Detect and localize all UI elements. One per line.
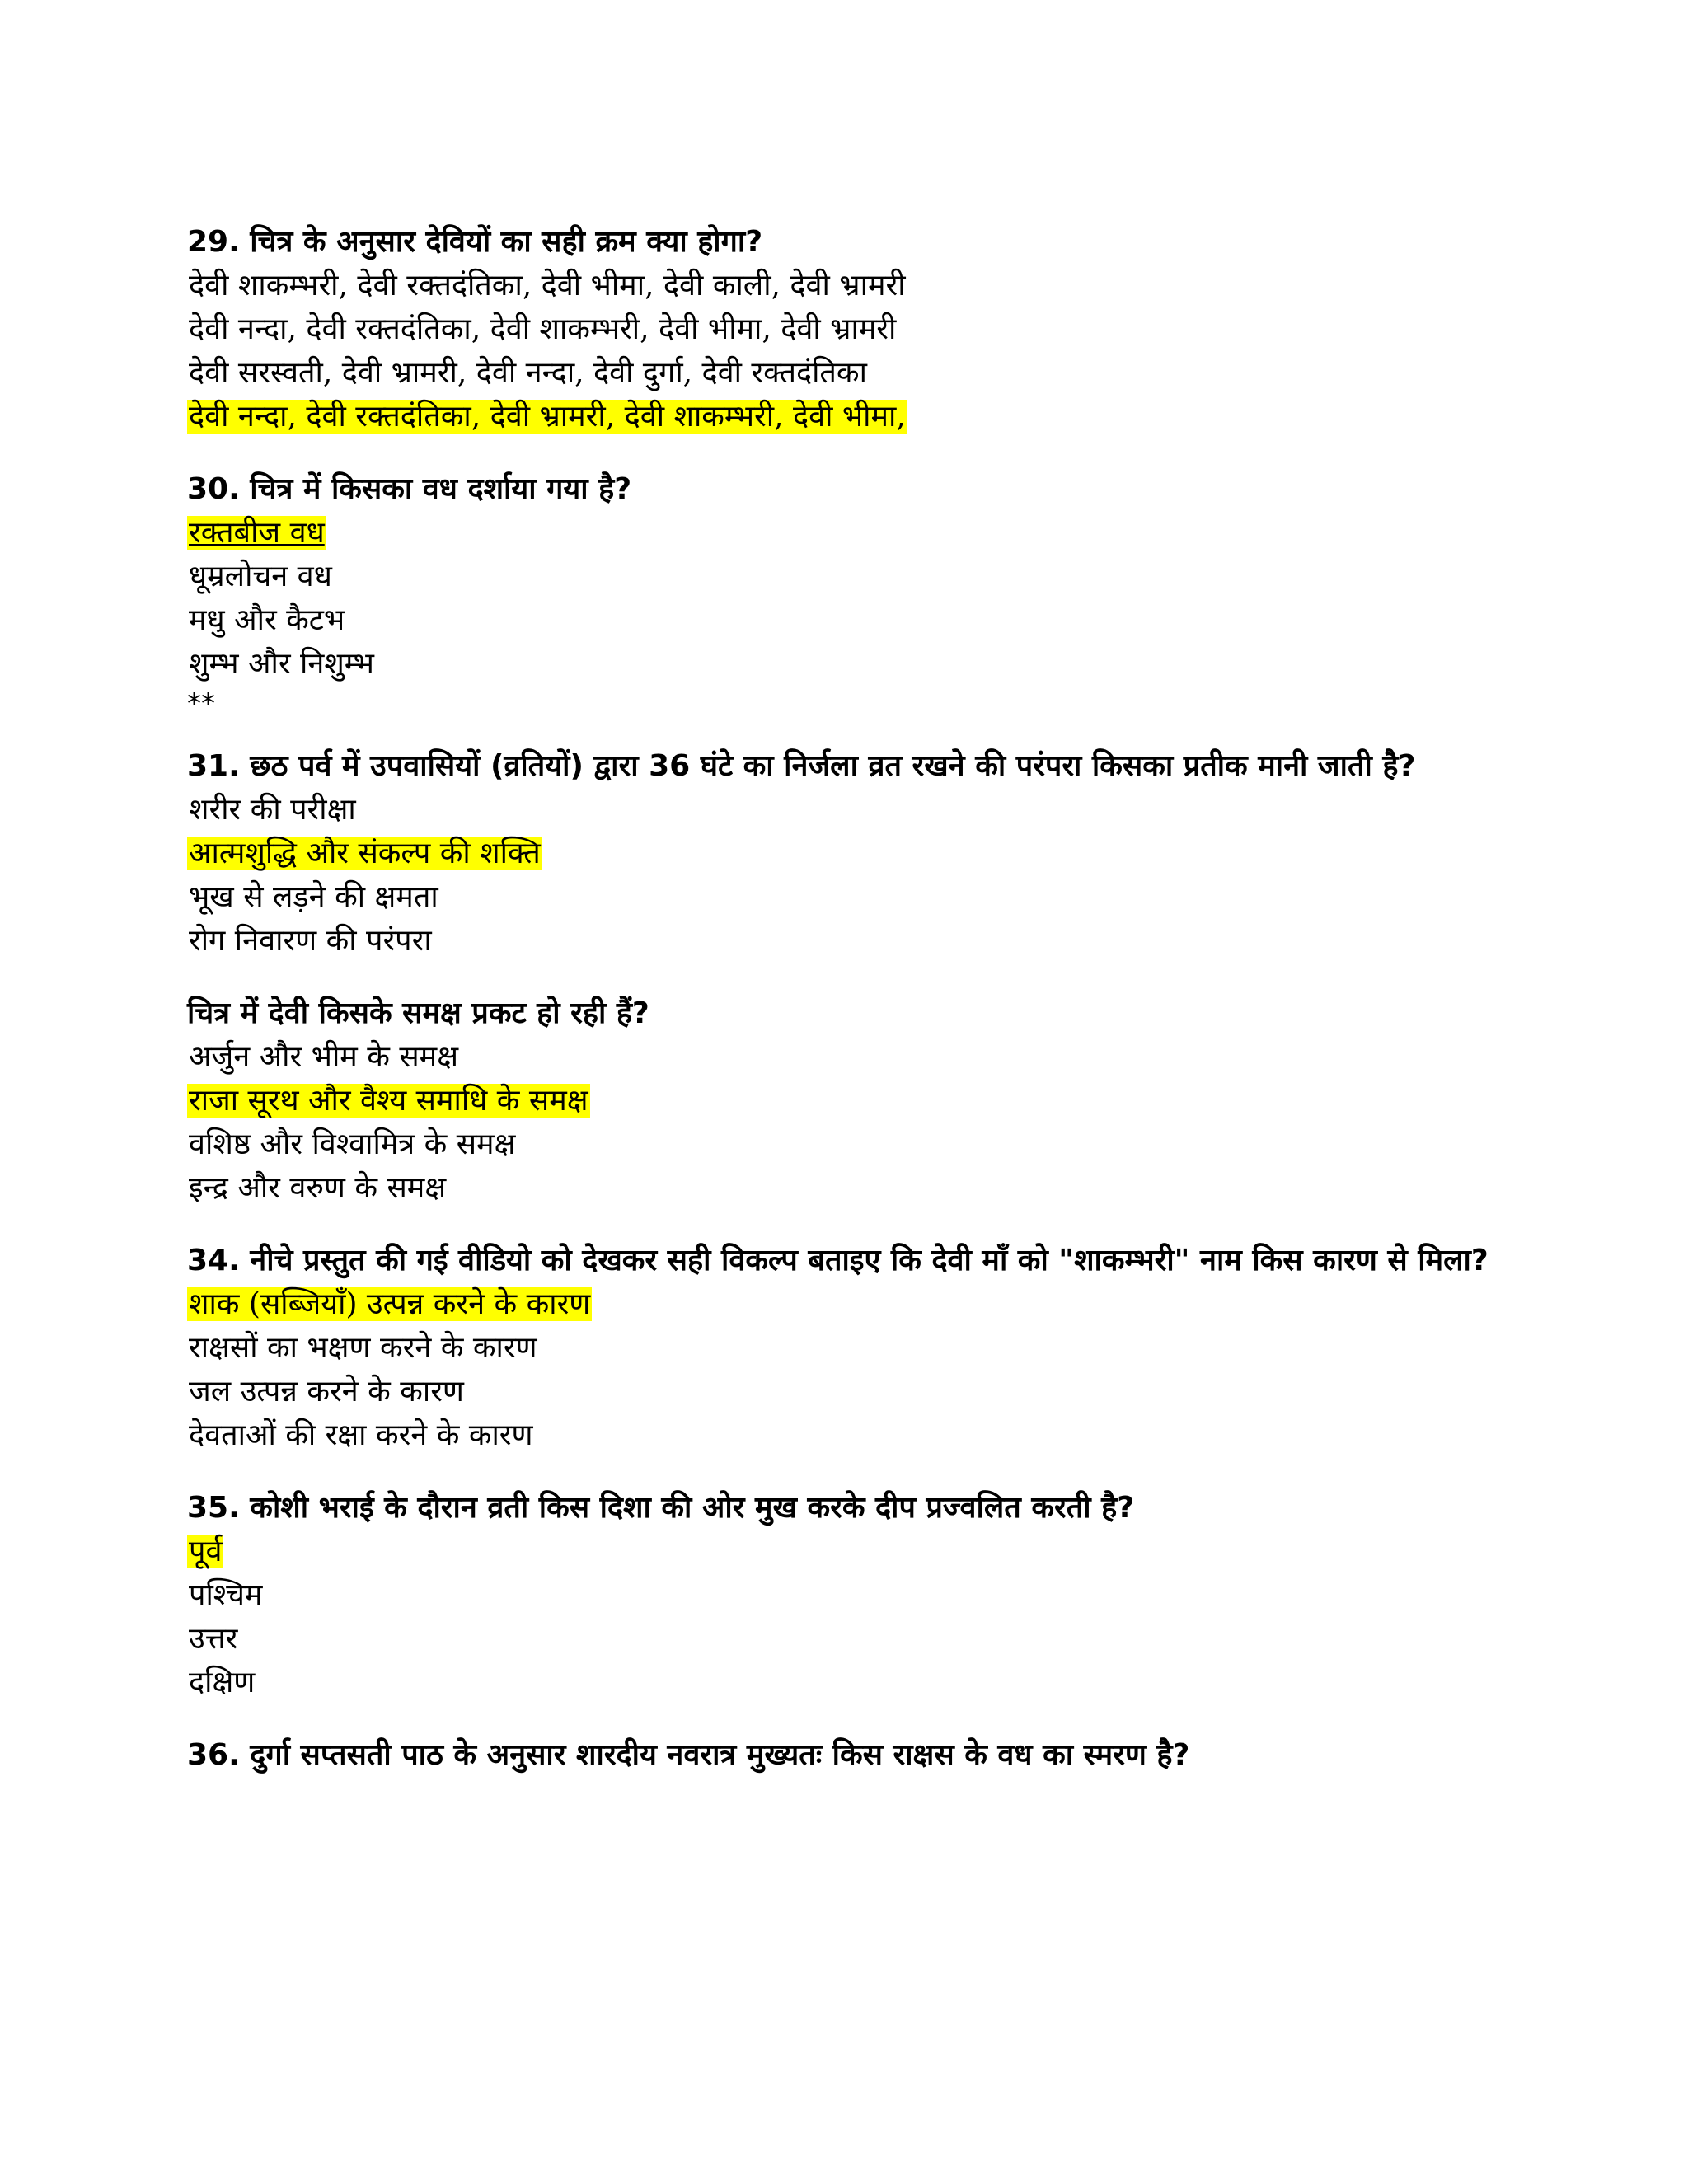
option	[187, 1413, 1506, 1457]
option-text: देवी शाकम्भरी, देवी रक्तदंतिका, देवी भीमा, देवी काली, देवी भ्रामरी	[189, 269, 906, 302]
option-text-highlighted: पूर्व	[189, 1535, 223, 1568]
option-text-highlighted: आत्मशुद्धि और संकल्प की शक्ति	[189, 837, 541, 870]
option-text: शरीर की परीक्षा	[189, 793, 356, 827]
option	[187, 642, 1506, 686]
option	[187, 919, 1506, 963]
footnote-marker: **	[187, 687, 215, 720]
option-text: भूख से लड़ने की क्षमता	[189, 880, 438, 914]
option-text: उत्तर	[189, 1622, 238, 1656]
option-text-highlighted: राजा सूरथ और वैश्य समाधि के समक्ष	[189, 1084, 588, 1118]
question-34	[187, 1240, 1506, 1457]
option	[187, 351, 1506, 395]
option-text: अर्जुन और भीम के समक्ष	[189, 1040, 459, 1074]
option-text: रोग निवारण की परंपरा	[189, 924, 432, 958]
question-36	[187, 1734, 1506, 1777]
option	[187, 1370, 1506, 1413]
option	[187, 1166, 1506, 1210]
option-text: देवताओं की रक्षा करने के कारण	[189, 1418, 533, 1452]
option	[187, 1035, 1506, 1079]
option-correct	[187, 511, 1506, 555]
option-text: पश्चिम	[189, 1578, 263, 1612]
question-title: 31. छठ पर्व में उपवासियों (व्रतियों) द्वारा 36 घंटे का निर्जला व्रत रखने की परंपरा किसका प्रतीक मानी जाती है?	[187, 749, 1416, 783]
option-text-highlighted: रक्तबीज वध	[189, 516, 325, 550]
option	[187, 875, 1506, 919]
option	[187, 1661, 1506, 1704]
question-title: 36. दुर्गा सप्तसती पाठ के अनुसार शारदीय नवरात्र मुख्यतः किस राक्षस के वध का स्मरण है?	[187, 1738, 1190, 1772]
option-text: शुम्भ और निशुम्भ	[189, 647, 374, 681]
option	[187, 264, 1506, 307]
option-text: धूम्रलोचन वध	[189, 560, 332, 593]
question-title: 35. कोशी भराई के दौरान व्रती किस दिशा की ओर मुख करके दीप प्रज्वलित करती है?	[187, 1491, 1135, 1525]
option	[187, 555, 1506, 598]
question-unnumbered	[187, 992, 1506, 1210]
option-text: मधु और कैटभ	[189, 603, 345, 637]
option	[187, 598, 1506, 642]
option-text: देवी सरस्वती, देवी भ्रामरी, देवी नन्दा, देवी दुर्गा, देवी रक्तदंतिका	[189, 356, 867, 390]
option-text-highlighted: देवी नन्दा, देवी रक्तदंतिका, देवी भ्रामरी, देवी शाकम्भरी, देवी भीमा,	[189, 400, 906, 434]
option-correct	[187, 1079, 1506, 1122]
option-correct	[187, 1530, 1506, 1573]
option-text-highlighted: शाक (सब्जियाँ) उत्पन्न करने के कारण	[189, 1287, 591, 1321]
question-title: 30. चित्र में किसका वध दर्शाया गया है?	[187, 472, 632, 506]
option-correct	[187, 832, 1506, 875]
question-title: 34. नीचे प्रस्तुत की गई वीडियो को देखकर सही विकल्प बताइए कि देवी माँ को "शाकम्भरी" नाम किस कारण से मिला?	[187, 1244, 1489, 1277]
question-30	[187, 468, 1506, 722]
option-correct	[187, 395, 1506, 438]
option-text: वशिष्ठ और विश्वामित्र के समक्ष	[189, 1127, 516, 1161]
question-31	[187, 745, 1506, 963]
option-text: जल उत्पन्न करने के कारण	[189, 1375, 464, 1408]
option	[187, 1326, 1506, 1370]
question-title: चित्र में देवी किसके समक्ष प्रकट हो रही हैं?	[187, 996, 649, 1030]
option	[187, 1617, 1506, 1661]
option	[187, 307, 1506, 351]
option-correct	[187, 1282, 1506, 1326]
option	[187, 1122, 1506, 1166]
question-29	[187, 221, 1506, 438]
option-text: इन्द्र और वरुण के समक्ष	[189, 1171, 447, 1205]
option-text: दक्षिण	[189, 1666, 256, 1699]
option	[187, 1573, 1506, 1617]
question-35	[187, 1487, 1506, 1704]
option-text: राक्षसों का भक्षण करने के कारण	[189, 1331, 537, 1365]
question-list	[187, 221, 1506, 1807]
option-text: देवी नन्दा, देवी रक्तदंतिका, देवी शाकम्भरी, देवी भीमा, देवी भ्रामरी	[189, 312, 897, 346]
option	[187, 788, 1506, 832]
question-title: 29. चित्र के अनुसार देवियों का सही क्रम क्या होगा?	[187, 225, 763, 259]
